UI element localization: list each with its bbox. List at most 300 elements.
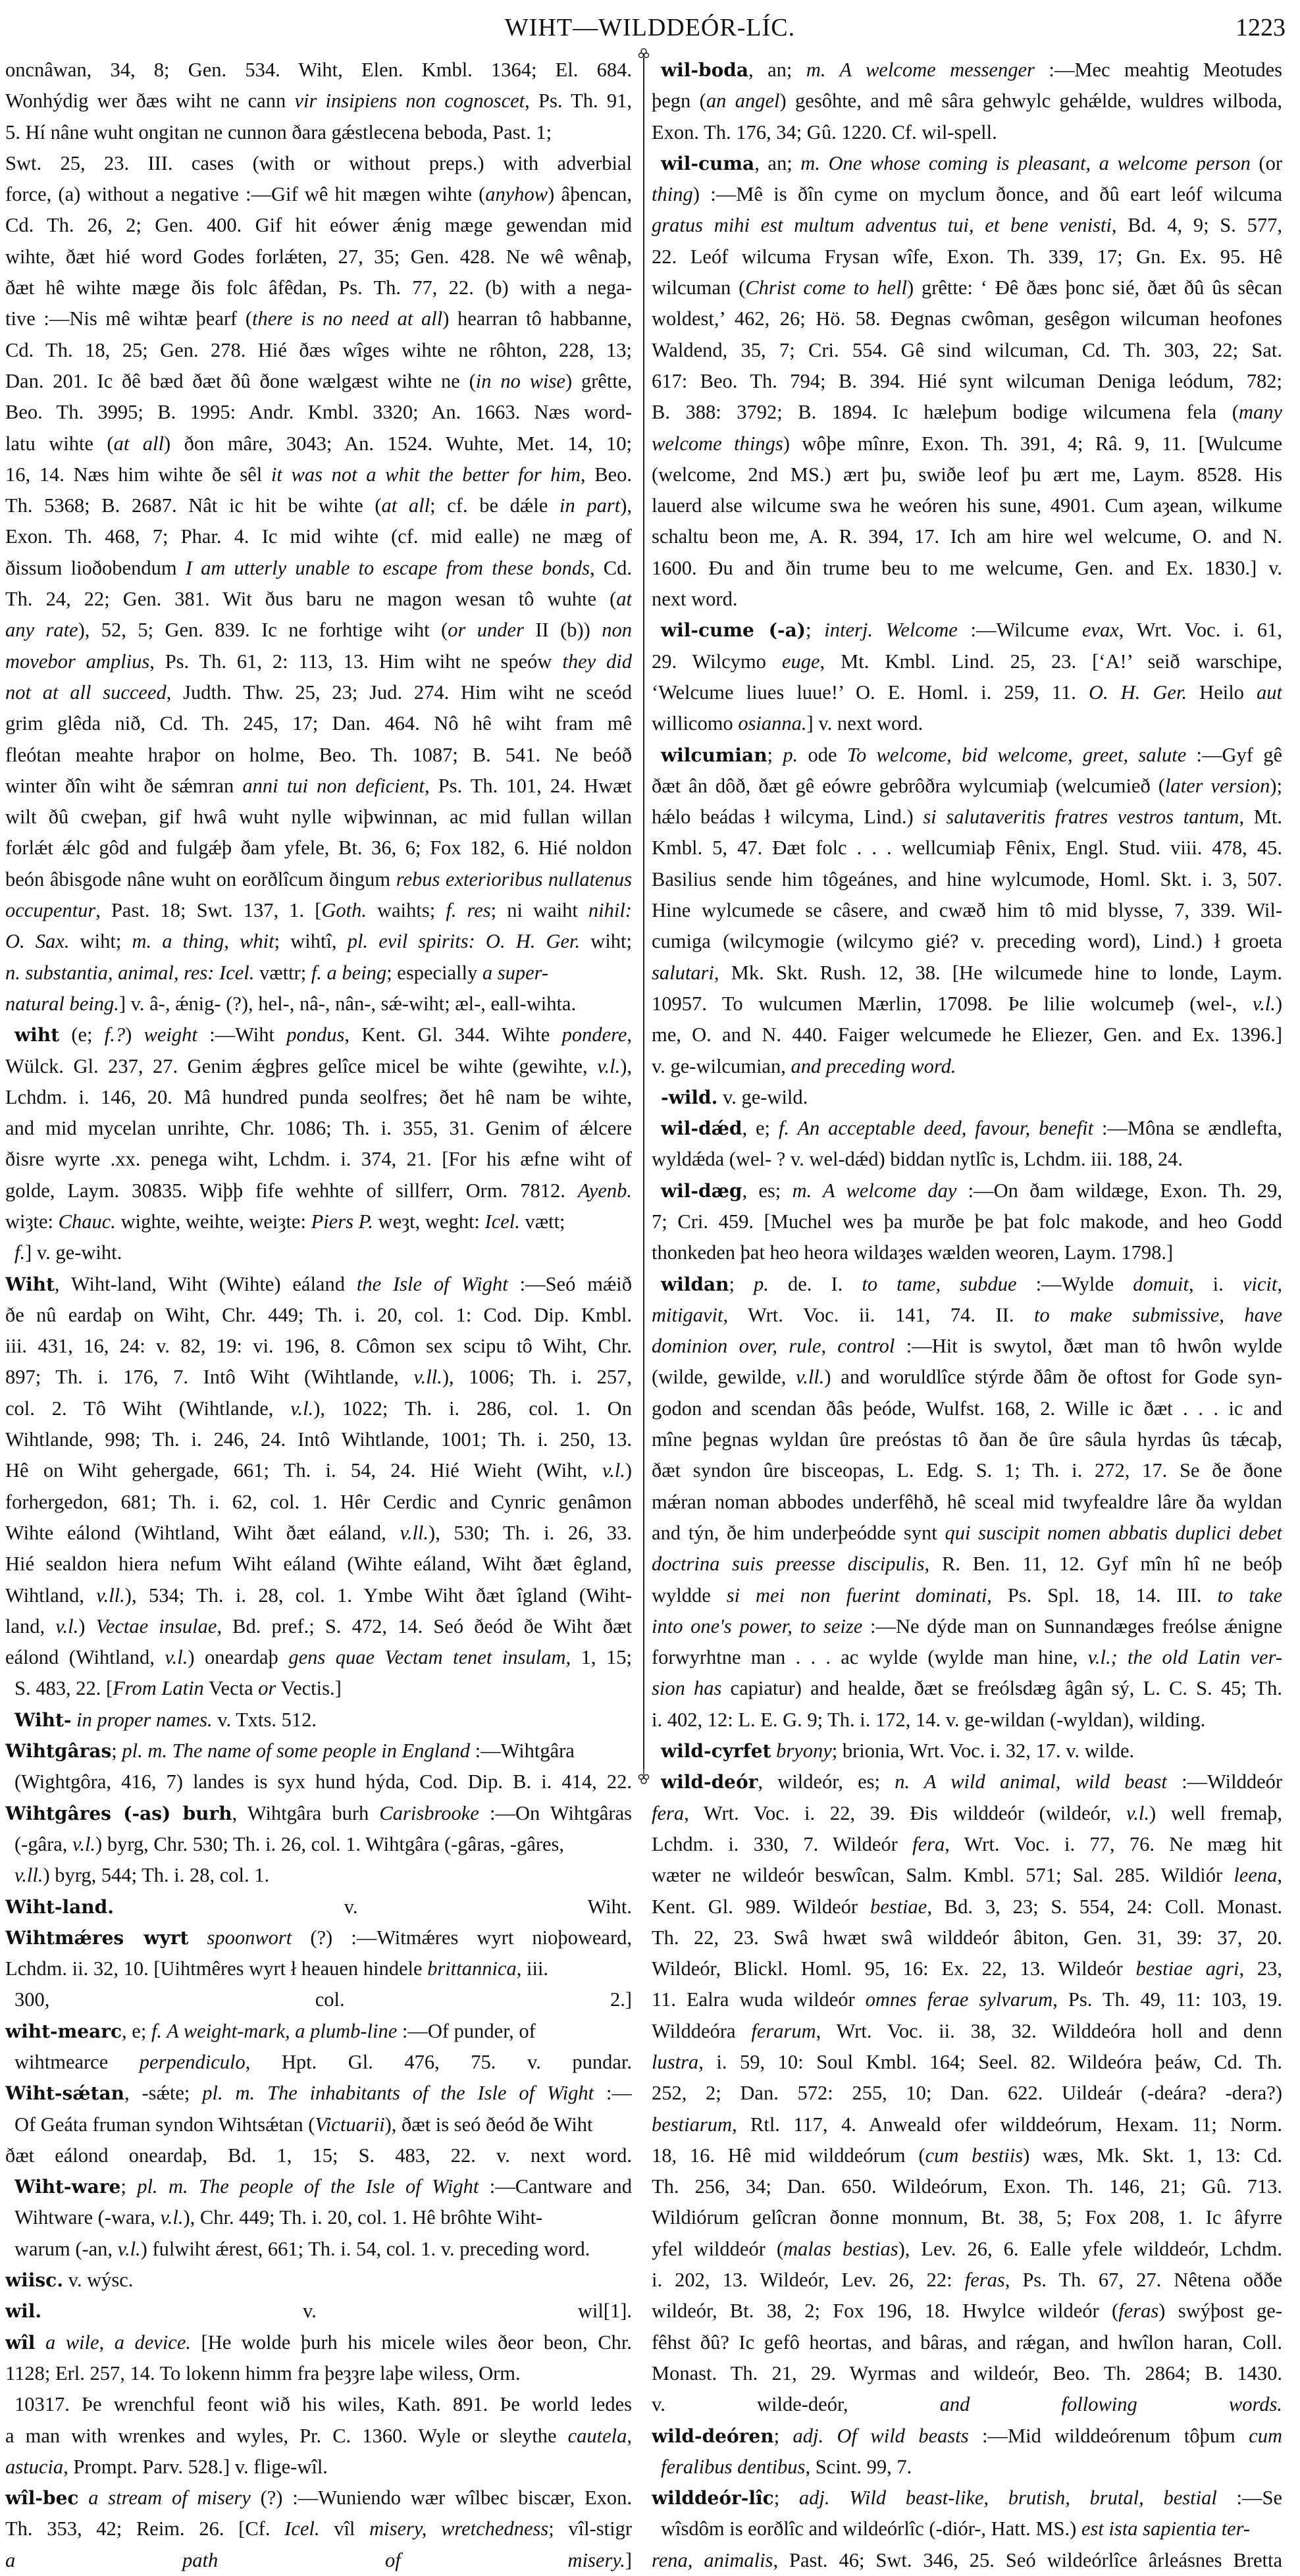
text-line (5, 1393, 632, 1424)
text-run: , Ps. Th. 61, 2: 113, 13. Him wiht ne speów (149, 650, 563, 673)
text-line (652, 1829, 1282, 1860)
italic-text: v.l. (117, 2237, 141, 2260)
text-run: ) well fremaþ, (1149, 1801, 1282, 1824)
headword: -wild. (661, 1086, 718, 1108)
italic-text: welcome things (652, 432, 783, 455)
headword: wil-dæg (661, 1179, 742, 1202)
text-run: Wihte eálond (Wihtland, Wiht ðæt eáland, (5, 1521, 400, 1544)
italic-text: v.ll. (413, 1366, 442, 1389)
italic-text: adj. Wild beast-like, brutish, brutal, bestial (798, 2486, 1217, 2510)
text-run: wihte, ðæt hié word Godes forlǽten, 27, 35; Gen. 428. Ne wê wênaþ, (5, 245, 632, 268)
page-number: 1223 (1235, 14, 1286, 41)
text-run: ; brionia, Wrt. Voc. i. 32, 17. v. wilde. (831, 1739, 1135, 1763)
italic-text: perpendiculo (139, 2051, 246, 2073)
headword: wilddeór-lîc (652, 2487, 774, 2510)
text-run: wilcuman ( (652, 276, 746, 299)
text-line (652, 1736, 1282, 1766)
italic-text: in part (559, 494, 621, 517)
italic-text: n. substantia, animal, res: Icel. (5, 961, 255, 984)
text-run: weȝt, weght: (373, 1210, 485, 1233)
text-line (5, 1518, 632, 1549)
text-line (5, 335, 632, 366)
text-run: Th. 24, 22; Gen. 381. Wit ðus baru ne magon wesan tô wuhte ( (5, 588, 617, 611)
text-line (5, 2140, 632, 2171)
text-run: lauerd alse wilcume swa he weóren his sune, 4901. Cum aȝean, wilkume (652, 494, 1282, 517)
text-line (5, 1860, 632, 1891)
headword: Wiht (5, 1273, 55, 1295)
italic-text: Christ come to hell (745, 276, 907, 299)
italic-text: feras (1118, 2300, 1159, 2323)
text-run: ; (806, 619, 825, 642)
text-run: v. wýsc. (63, 2269, 134, 2292)
text-line (652, 2327, 1282, 2358)
text-run: Waldend, 35, 7; Cri. 554. Gê sind wilcuman, Cd. Th. 303, 22; Sat. (652, 338, 1282, 361)
text-run (188, 1926, 207, 1949)
text-run: 10317. Þe wrenchful feont wið his wiles, Kath. 891. Þe world ledes (14, 2393, 632, 2416)
text-line (652, 397, 1282, 428)
text-run: :—Wiht (197, 1023, 287, 1046)
text-run: , Wrt. Voc. i. 22, 39. Ðis wilddeór (wildeór, (684, 1801, 1126, 1824)
italic-text: to make submissive, have (1033, 1303, 1282, 1326)
italic-text: v.l. (597, 1054, 621, 1077)
text-line (5, 242, 632, 272)
text-line (652, 2483, 1282, 2513)
italic-text: sion has (652, 1677, 722, 1700)
text-run: ; (729, 1272, 754, 1295)
italic-text: bestiae agri (1135, 1957, 1239, 1980)
text-run: 18, 16. Hê mid wilddeórum ( (652, 2144, 925, 2167)
italic-text: vicit, (1242, 1272, 1282, 1295)
text-line (652, 1892, 1282, 1922)
italic-text: osianna. (738, 712, 807, 735)
text-line (5, 490, 632, 521)
text-line (652, 1922, 1282, 1953)
text-run: , Mk. Skt. Rush. 12, 38. [He wilcumede hine to londe, Laym. (714, 961, 1282, 984)
text-run: Heilo (1187, 681, 1257, 704)
text-line (652, 521, 1282, 552)
text-line (652, 1019, 1282, 1050)
text-run: Vecta (203, 1677, 259, 1700)
text-line (652, 2265, 1282, 2296)
text-run: , Judth. Thw. 25, 23; Jud. 274. Him wiht ne sceód (166, 681, 632, 704)
text-run: ] v. â-, ǽnig- (?), hel-, nâ-, nân-, sǽ-wiht; æl-, eall-wihta. (118, 992, 577, 1015)
text-run (72, 1709, 77, 1731)
text-run: ðæt syndon ûre bisceopas, L. Edg. S. 1; Th. i. 272, 17. Se ðe ðone (652, 1459, 1282, 1482)
text-run: ] (625, 2548, 632, 2571)
italic-text: non (602, 619, 632, 642)
text-run: , Bd. 4, 9; S. 577, (1111, 214, 1282, 237)
italic-text: Carisbrooke (379, 1801, 479, 1824)
text-run: oncnâwan, 34, 8; Gen. 534. Wiht, Elen. Kmbl. 1364; El. 684. (5, 59, 632, 81)
text-line (652, 2545, 1282, 2576)
text-run: ; especially (386, 961, 482, 984)
text-line (652, 1331, 1282, 1362)
italic-text: it was not a whit the better for him (271, 463, 581, 486)
text-line (5, 1362, 632, 1393)
text-line (652, 2234, 1282, 2265)
text-line (652, 1455, 1282, 1486)
headword: wîl (5, 2331, 36, 2354)
headword: wil-cuma (661, 152, 755, 174)
text-run: Wonhýdig wer ðæs wiht ne cann (5, 90, 295, 113)
italic-text: anyhow (485, 183, 548, 206)
headword: wild-deór (661, 1771, 758, 1793)
text-run: :—Wilcume (957, 619, 1082, 642)
text-run: force, (a) without a negative :—Gif wê hit mægen wihte ( (5, 183, 486, 206)
text-line (5, 1455, 632, 1486)
italic-text: salutari (652, 961, 714, 984)
italic-text: misery, wretchedness (369, 2517, 549, 2540)
text-run: warum (-an, (14, 2237, 118, 2260)
text-run: (wilde, gewilde, (652, 1366, 796, 1389)
text-line (652, 1362, 1282, 1393)
text-run: Lchdm. i. 330, 7. Wildeór (652, 1832, 913, 1855)
text-run: Hié sealdon hiera nefum Wiht eáland (Wihte eáland, Wiht ðæt êgland, (5, 1553, 632, 1576)
text-run: :—Seó mǽið (507, 1272, 632, 1295)
italic-text: evax (1081, 619, 1119, 642)
text-run: Kmbl. 5, 47. Ðæt folc . . . wellcumiaþ Fênix, Engl. Stud. viii. 478, 45. (652, 837, 1282, 860)
text-run: de. I. (768, 1272, 862, 1295)
text-run: (-gâra, (14, 1832, 73, 1855)
text-line (652, 677, 1282, 708)
text-run: [He wolde þurh his micele wiles ðeor beon, Chr. (191, 2331, 632, 2354)
italic-text: at (616, 588, 632, 611)
text-run: , Past. 18; Swt. 137, 1. [ (95, 899, 322, 922)
text-line (5, 210, 632, 241)
text-line (652, 242, 1282, 272)
text-line (5, 2016, 632, 2047)
text-run: next word. (652, 588, 738, 611)
text-line (652, 148, 1282, 179)
text-run: :—Of punder, of (397, 2019, 536, 2042)
text-line (5, 646, 632, 677)
text-run: 617: Beo. Th. 794; B. 394. Hié synt wilcuman Deniga leódum, 782; (652, 369, 1282, 392)
text-run: 10957. To wulcumen Mærlin, 17098. Þe lilie wolcumeþ (wel-, (652, 992, 1253, 1015)
text-run: 7; Cri. 459. [Muchel wes þa murðe þe þat folc makode, and heo Godd (652, 1210, 1282, 1233)
italic-text: feralibus dentibus (661, 2455, 806, 2478)
text-run: wæter ne wildeór beswîcan, Salm. Kmbl. 571; Sal. 285. Wildiór (652, 1864, 1234, 1887)
italic-text: doctrina suis preesse discipulis (652, 1553, 925, 1576)
italic-text: aut (1257, 681, 1282, 704)
text-line (652, 1580, 1282, 1611)
text-line (5, 1424, 632, 1455)
text-run: ) wôþe mînre, Exon. Th. 391, 4; Râ. 9, 11. [Wulcume (783, 432, 1282, 455)
text-run: :—On Wihtgâras (479, 1801, 632, 1824)
text-run: schaltu beon me, A. R. 394, 17. Ich am hire wel welcume, O. and N. (652, 525, 1282, 548)
text-run: ; (767, 743, 783, 766)
text-line (652, 272, 1282, 303)
text-run: ðisre wyrte .xx. penega wiht, Lchdm. i. 374, 21. [For his æfne wiht of (5, 1148, 632, 1171)
text-run: , Wrt. Voc. i. 77, 76. Ne mæg hit (945, 1832, 1282, 1855)
text-run: Hine wylcumede se câsere, and cwæð him tô mid blysse, 7, 339. Wil- (652, 899, 1282, 922)
text-run: fêhst ðû? Ic gefô heortas, and bâras, and rǽgan, and hwîlon haran, Coll. (652, 2331, 1282, 2354)
text-run: :—Wylde (1016, 1272, 1133, 1295)
italic-text: si mei non fuerint dominati (726, 1584, 987, 1607)
text-run: , Bd. pref.; S. 472, 14. Seó ðeód ðe Wiht ðæt (217, 1614, 632, 1637)
text-run: ), 1006; Th. i. 257, (442, 1366, 632, 1389)
italic-text: bestiarum (652, 2113, 732, 2136)
italic-text: Ayenb. (577, 1179, 632, 1202)
italic-text: euge (781, 650, 820, 673)
text-run: ) oneardaþ (188, 1646, 289, 1669)
text-run: ] v. next word. (806, 712, 923, 735)
text-line (652, 1487, 1282, 1518)
italic-text: there is no need at all (252, 307, 443, 330)
text-run: Beo. Th. 3995; B. 1995: Andr. Kmbl. 3320; An. 1663. Næs word- (5, 401, 632, 424)
text-run: , Wrt. Voc. ii. 141, 74. II. (723, 1303, 1034, 1326)
text-run: ) (625, 1459, 632, 1482)
text-run: ; ni waiht (490, 899, 588, 922)
text-run: ), (620, 494, 632, 517)
text-line (5, 1300, 632, 1331)
text-line (5, 1829, 632, 1860)
text-run: vætt; (519, 1210, 565, 1233)
text-line (5, 1580, 632, 1611)
text-line (5, 1175, 632, 1206)
text-line (652, 1953, 1282, 1984)
headword: wild-deóren (652, 2425, 774, 2447)
italic-text: Icel. (284, 2517, 320, 2540)
text-line (5, 553, 632, 584)
italic-text: a wile, a device. (45, 2331, 191, 2354)
text-run: ; (773, 2424, 793, 2447)
text-line (652, 1082, 1282, 1113)
text-line (5, 1549, 632, 1580)
italic-text: f. (14, 1241, 26, 1264)
text-line (652, 1393, 1282, 1424)
text-run: Dan. 201. Ic ðê bæd ðæt ðû ðone wælgæst wihte ne ( (5, 369, 476, 392)
text-line (652, 771, 1282, 802)
italic-text: later version (1164, 774, 1270, 797)
text-run: B. 388: 3792; B. 1894. Ic hæleþum bodige wilcumena fela ( (652, 401, 1239, 424)
italic-text: at all (381, 494, 430, 517)
text-line (652, 1860, 1282, 1891)
text-line (652, 802, 1282, 833)
text-line (5, 1269, 632, 1300)
text-run: wiȝte: (5, 1210, 59, 1233)
left-column (5, 55, 632, 2576)
text-run: ) byrg, Chr. 530; Th. i. 26, col. 1. Wihtgâra (-gâras, -gâres, (95, 1832, 565, 1855)
italic-text: or under (448, 619, 524, 642)
text-run: ] v. ge-wiht. (25, 1241, 122, 1264)
text-run: vîl (319, 2517, 370, 2540)
headword: Wiht-ware (14, 2176, 121, 2198)
text-run: winter ðîn wiht ðe sǽmran (5, 774, 243, 797)
italic-text: adj. Of wild beasts (793, 2424, 969, 2447)
headword: wil. (5, 2300, 42, 2323)
text-line (652, 989, 1282, 1019)
text-run: Kent. Gl. 989. Wildeór (652, 1895, 870, 1918)
text-run: Swt. 25, 23. III. cases (with or without preps.) with adverbial (5, 151, 632, 174)
text-run: i. 202, 13. Wildeór, Lev. 26, 22: (652, 2269, 965, 2292)
text-run: and týn, ðe him underþeódde synt (652, 1521, 945, 1544)
italic-text: v.l. (55, 1614, 79, 1637)
italic-text: the Isle of Wight (356, 1272, 508, 1295)
text-line (652, 2452, 1282, 2483)
italic-text: or (258, 1677, 276, 1700)
italic-text: f. a being (311, 961, 387, 984)
italic-text: f.? (104, 1023, 126, 1046)
text-line (5, 1082, 632, 1113)
right-column (652, 55, 1282, 2576)
text-run: ) gesôhte, and mê sâra gehwylc gehǽlde, wuldres wilboda, (779, 90, 1282, 113)
text-line (652, 926, 1282, 957)
text-run: forhergedon, 681; Th. i. 62, col. 1. Hêr Cerdic and Cynric genâmon (5, 1490, 632, 1513)
text-line (5, 771, 632, 802)
text-line (652, 1798, 1282, 1829)
text-line (652, 1300, 1282, 1331)
italic-text: leena (1234, 1864, 1278, 1887)
text-line (5, 1642, 632, 1673)
text-line (5, 1331, 632, 1362)
italic-text: cum (1249, 2424, 1282, 2447)
text-run: wilt ðû cweþan, gif hwâ wuht nylle wiþwinnan, ac mid fullan willan (5, 806, 632, 829)
italic-text: cum bestiis (925, 2144, 1024, 2167)
text-run: , Mt. (1239, 806, 1282, 829)
italic-text: cautela, (567, 2424, 632, 2447)
text-run: ) hearran tô habbanne, (442, 307, 632, 330)
text-run: Th. 353, 42; Reim. 26. [Cf. (5, 2517, 285, 2540)
italic-text: occupentur (5, 899, 96, 922)
italic-text: Victuarii (315, 2113, 385, 2136)
text-line (652, 2513, 1282, 2544)
italic-text: omnes ferae sylvarum (865, 1988, 1053, 2011)
italic-text: thing (652, 183, 693, 206)
text-run: wildeór, Bt. 38, 2; Fox 196, 18. Hwylce wildeór ( (652, 2300, 1119, 2323)
italic-text: not at all succeed (5, 681, 167, 704)
text-run: ), 534; Th. i. 28, col. 1. Ymbe Wiht ðæt îgland (Wiht- (124, 1584, 632, 1607)
text-line (652, 55, 1282, 86)
text-run: , Bd. 3, 23; S. 554, 24: Coll. Monast. (927, 1895, 1282, 1918)
text-run: willicomo (652, 712, 739, 735)
text-line (5, 2202, 632, 2233)
text-line (5, 179, 632, 210)
text-run: wyldde (652, 1584, 727, 1607)
italic-text: v.ll. (795, 1366, 825, 1389)
italic-text: m. One whose coming is pleasant, a welcome person (800, 151, 1251, 174)
text-run: , Cd. (589, 556, 632, 579)
text-run: Th. 22, 23. Swâ hwæt swâ wilddeór âbiton, Gen. 31, 39: 37, 20. (652, 1926, 1282, 1949)
text-run: mîne þegnas wyldan ûre preóstas tô ðan ðe ûre sâula hyrdas ûs tǽcaþ, (652, 1428, 1282, 1451)
text-run: latu wihte ( (5, 432, 114, 455)
text-line (652, 584, 1282, 615)
italic-text: Chauc. (58, 1210, 116, 1233)
italic-text: pl. m. The inhabitants of the Isle of Wight (202, 2082, 594, 2105)
italic-text: a path of misery. (5, 2548, 625, 2571)
text-run: Wilddeóra (652, 2019, 752, 2042)
text-run: :—Cantware and (479, 2175, 632, 2198)
text-run: , -sǽte; (124, 2082, 203, 2105)
italic-text: malas bestias (783, 2237, 898, 2260)
text-run: a man with wrenkes and wyles, Pr. C. 1360. Wyle or sleythe (5, 2424, 568, 2447)
text-run: :—Môna se ændlefta, (1093, 1117, 1282, 1140)
text-run: 897; Th. i. 176, 7. Intô Wiht (Wihtlande, (5, 1366, 414, 1389)
headword: wiisc. (5, 2269, 63, 2292)
text-run: woldest,’ 462, 26; Hö. 58. Ðegnas cwôman, gesêgon wilcuman heofones (652, 307, 1282, 330)
text-run: ), 1022; Th. i. 286, col. 1. On (313, 1397, 632, 1420)
text-run: ; (773, 2486, 799, 2510)
text-line (5, 397, 632, 428)
text-run: , an; (754, 151, 801, 174)
text-run: ; vîl-stigr (548, 2517, 632, 2540)
text-line (5, 86, 632, 116)
text-run: ) grêtte: ‘ Ðê ðæs þonc sié, ðæt ðû ûs sêcan (906, 276, 1282, 299)
text-run: ) swýþost ge- (1158, 2300, 1282, 2323)
text-run: , Ps. Th. 101, 24. Hwæt (424, 774, 632, 797)
text-run: þegn ( (652, 90, 706, 113)
headword: wild-cyrfet (661, 1740, 771, 1763)
text-line (5, 2513, 632, 2544)
italic-text: gens quae Vectam tenet insulam (288, 1646, 566, 1669)
text-run: ), Lev. 26, 6. Ealle yfele wilddeór, Lchdm. (898, 2237, 1282, 2260)
text-line (5, 2421, 632, 2452)
text-line (5, 2265, 632, 2296)
headword: wîl-bec (5, 2487, 79, 2510)
italic-text: fera (652, 1801, 685, 1824)
text-run: Exon. Th. 468, 7; Phar. 4. Ic mid wihte (cf. mid ealle) ne mæg of (5, 525, 632, 548)
text-run: Lchdm. i. 146, 20. Mâ hundred punda seolfres; ðet hê nam be wihte, (5, 1085, 632, 1108)
italic-text: brittannica (427, 1957, 517, 1980)
text-run: Wildiórum gelîcran ðonne monnum, Bt. 38, 5; Fox 208, 1. Ic âfyrre (652, 2206, 1282, 2229)
italic-text: Piers P. (311, 1210, 373, 1233)
text-run: wiht; (580, 930, 632, 953)
headword: Wihtmǽres wyrt (5, 1926, 189, 1949)
text-run: :—Ne dýde man on Sunnandæges freólse ǽnigne (862, 1614, 1282, 1637)
text-run: ); (1270, 774, 1282, 797)
text-line (652, 1766, 1282, 1797)
text-line (5, 521, 632, 552)
text-line (5, 1766, 632, 1797)
text-run: forlǽt ǽlc gôd and fulgǽþ ðam yfele, Bt. 36, 6; Fox 182, 6. Hié noldon (5, 837, 632, 860)
text-line (5, 2234, 632, 2265)
text-run: wîsdôm is eorðlîc and wildeórlîc (-diór-, Hatt. MS.) (661, 2517, 1081, 2540)
text-line (5, 117, 632, 148)
text-run: , (1277, 1864, 1282, 1887)
text-run (35, 2331, 45, 2354)
text-run: beón âbisgode nâne wuht on eorðlîcum ðingum (5, 867, 396, 890)
text-run: ode (798, 743, 847, 766)
text-run: ), 52, 5; Gen. 839. Ic ne forhtige wiht ( (78, 619, 448, 642)
text-run: , an; (748, 59, 806, 81)
italic-text: pondus (286, 1023, 345, 1046)
page-header (0, 9, 1300, 46)
italic-text: v.ll. (14, 1864, 43, 1887)
italic-text: rena, animalis (652, 2548, 773, 2571)
text-run: i. 402, 12: L. E. G. 9; Th. i. 172, 14. v. ge-wildan (-wyldan), wilding. (652, 1708, 1206, 1731)
italic-text: v.l. (290, 1397, 314, 1420)
text-run: :—Wilddeór (1166, 1770, 1282, 1793)
italic-text: I am utterly unable to escape from these bonds (185, 556, 590, 579)
italic-text: they did (562, 650, 632, 673)
column-divider (643, 58, 644, 1769)
italic-text: Vectae insulae (95, 1614, 217, 1637)
text-line (652, 335, 1282, 366)
text-line (5, 272, 632, 303)
headword: wil-cume (-a) (661, 619, 806, 642)
text-line (5, 2389, 632, 2420)
text-line (652, 1984, 1282, 2015)
text-run: , R. Ben. 11, 12. Gyf mîn hî ne beóþ (924, 1553, 1282, 1576)
text-run: wihtmearce (14, 2051, 140, 2073)
text-run: tive :—Nis mê wihtæ þearf ( (5, 307, 253, 330)
text-line (5, 2047, 632, 2078)
text-line (652, 740, 1282, 771)
text-line (652, 615, 1282, 646)
headword: wil-dǽd (661, 1118, 742, 1140)
text-run: , Beo. (580, 463, 632, 486)
italic-text: pl. m. The name of some people in England (122, 1739, 470, 1763)
text-line (652, 117, 1282, 148)
